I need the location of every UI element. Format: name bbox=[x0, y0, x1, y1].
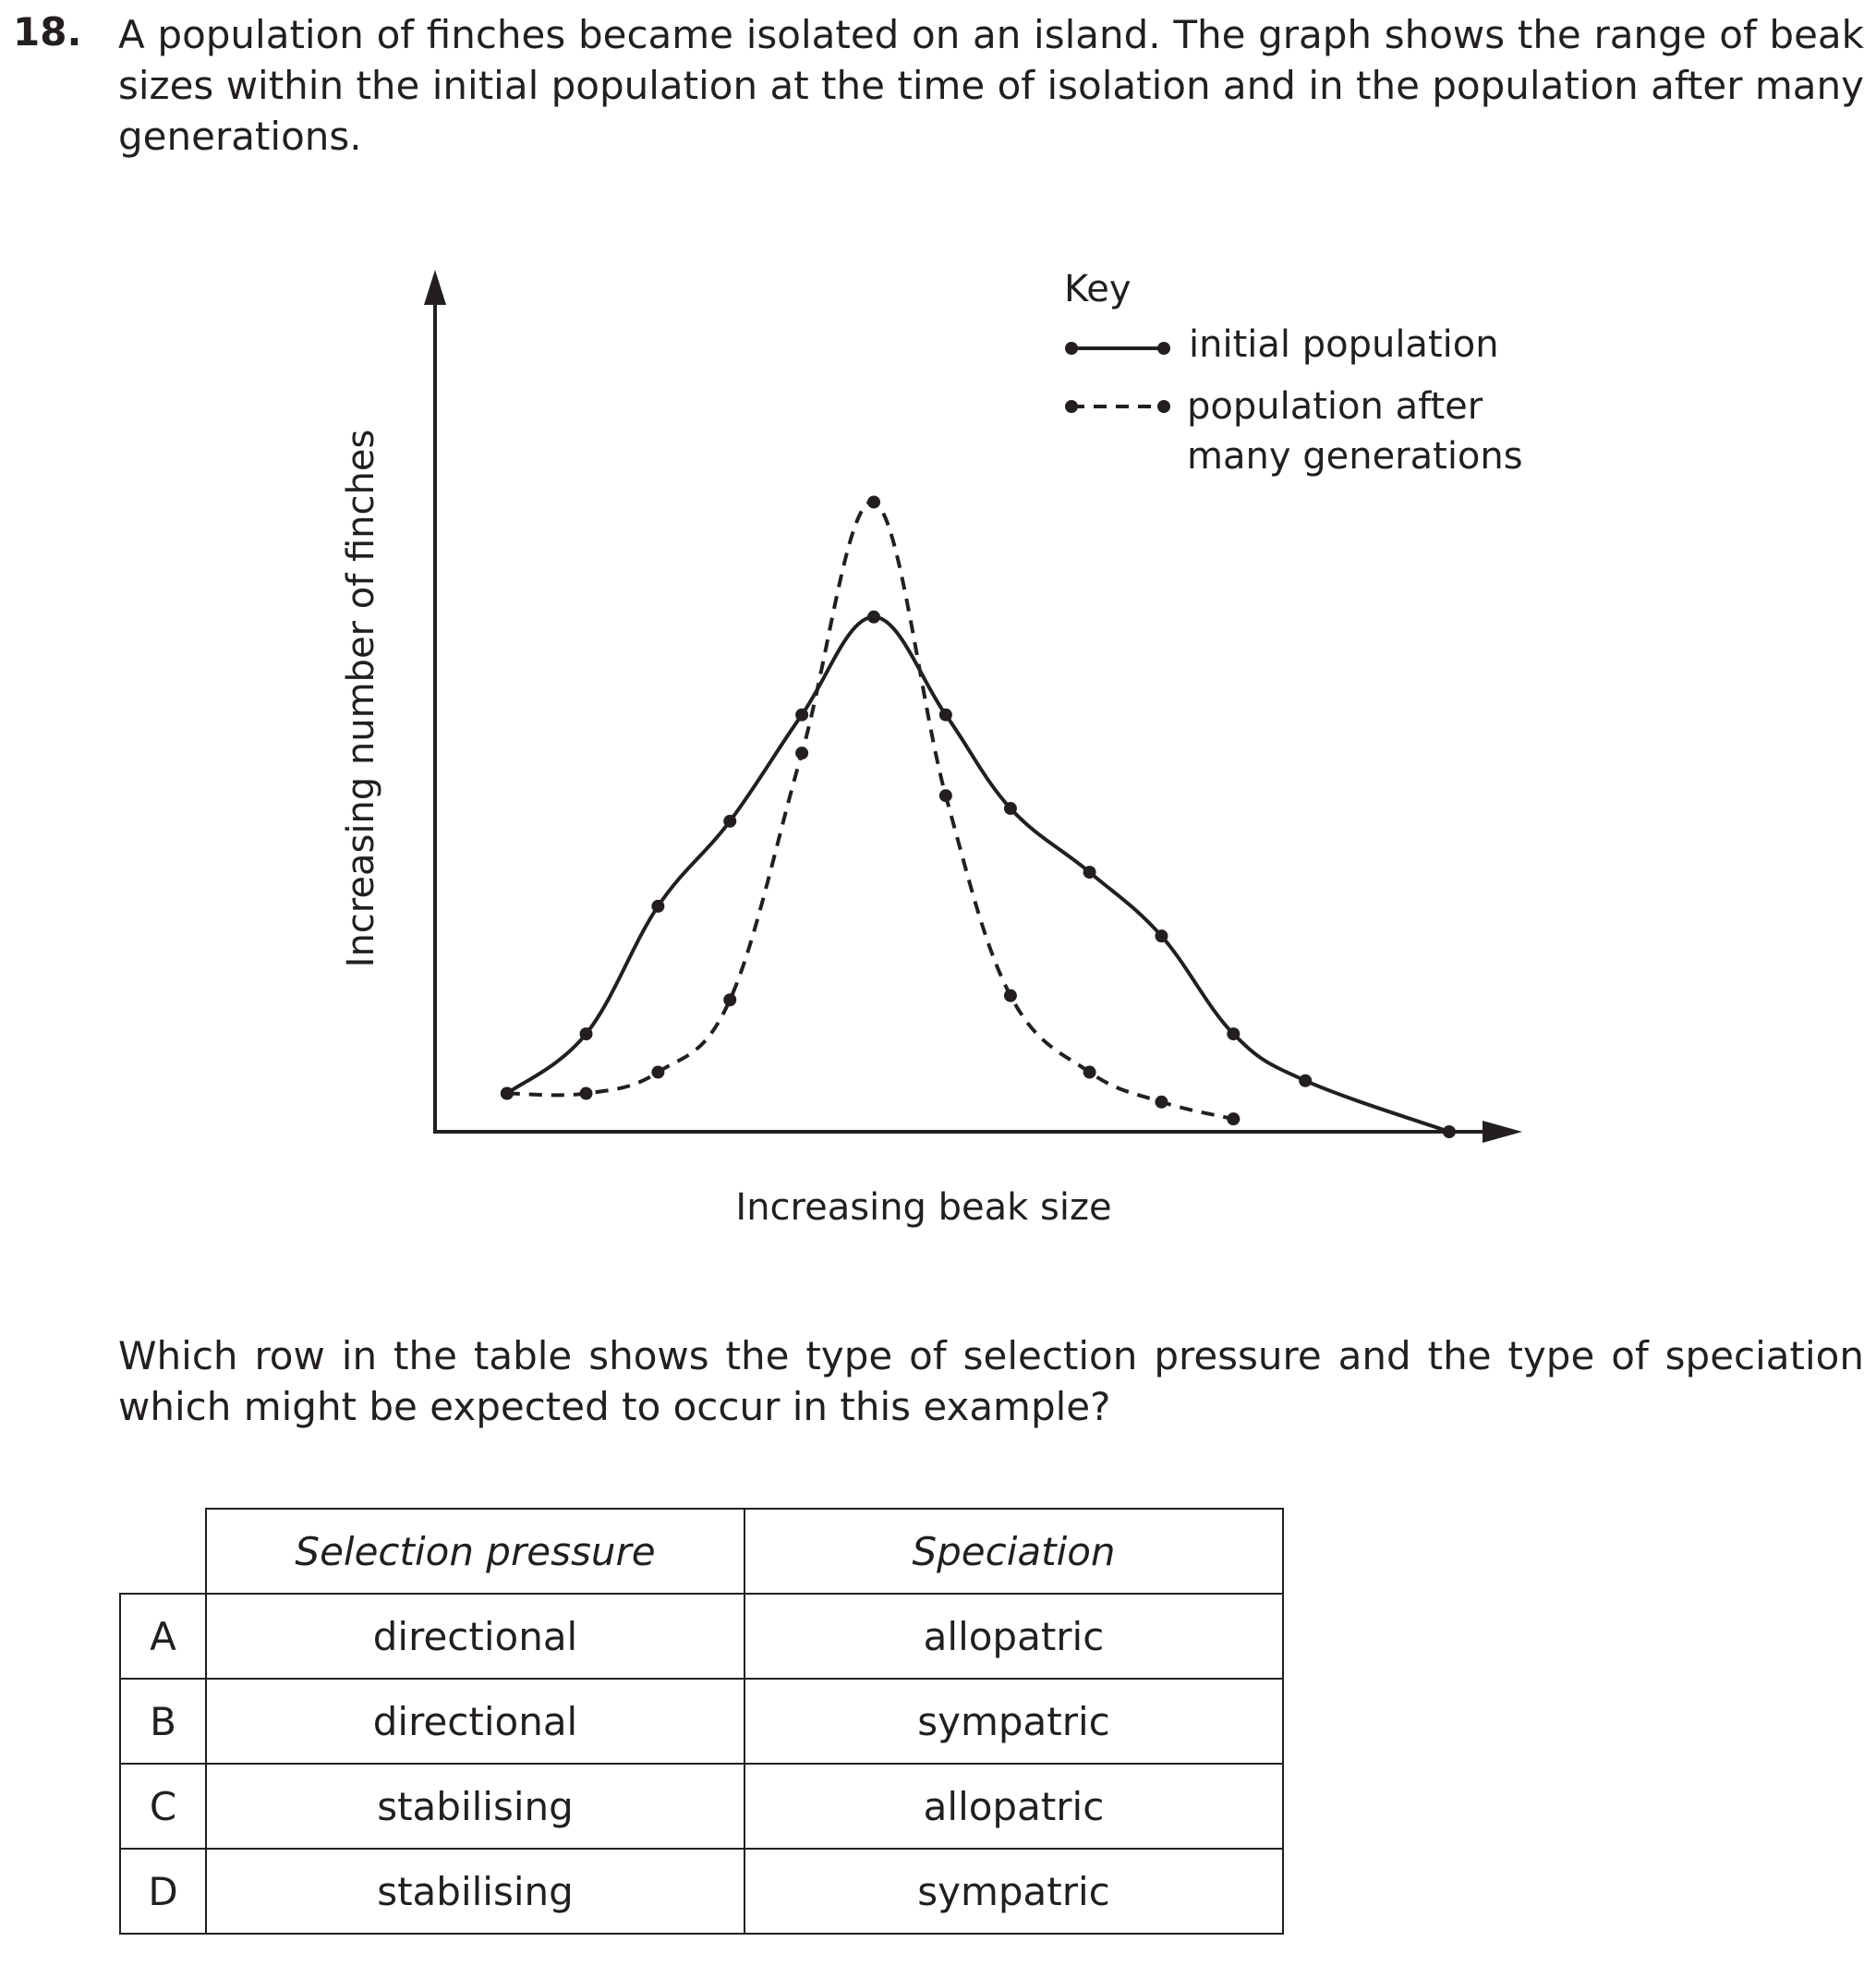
speciation-cell: sympatric bbox=[744, 1679, 1283, 1764]
data-point-initial-11 bbox=[1227, 1027, 1240, 1040]
speciation-cell: allopatric bbox=[744, 1594, 1283, 1679]
key-dashed-marker-left bbox=[1065, 400, 1078, 413]
key-label-initial: initial population bbox=[1189, 323, 1499, 366]
option-letter: B bbox=[120, 1679, 206, 1764]
data-point-initial-13 bbox=[1443, 1125, 1456, 1138]
x-axis-arrowhead bbox=[1483, 1121, 1522, 1143]
table-row[interactable] bbox=[120, 1594, 1283, 1679]
data-point-after-8 bbox=[1004, 989, 1017, 1002]
option-letter: D bbox=[120, 1849, 206, 1934]
data-point-initial-9 bbox=[1083, 866, 1096, 879]
series-line-after bbox=[507, 502, 1233, 1119]
data-point-initial-4 bbox=[723, 815, 736, 828]
data-point-initial-8 bbox=[1004, 802, 1017, 815]
table-row[interactable] bbox=[120, 1764, 1283, 1849]
selection-cell: stabilising bbox=[206, 1849, 744, 1934]
data-point-after-10 bbox=[1155, 1096, 1168, 1109]
key-solid-marker-right bbox=[1157, 342, 1170, 355]
data-point-after-2 bbox=[580, 1087, 593, 1100]
series-layer bbox=[501, 495, 1456, 1138]
header-speciation: Speciation bbox=[744, 1509, 1283, 1594]
data-point-after-5 bbox=[795, 746, 808, 759]
question-number: 18. bbox=[13, 9, 82, 55]
question-intro: A population of finches became isolated on an island. The graph shows the range of beak sizes within the initial population at the time of isolation and in the population after many generations. bbox=[118, 12, 1864, 159]
data-point-after-6 bbox=[867, 495, 880, 508]
data-point-after-4 bbox=[723, 993, 736, 1006]
option-letter: C bbox=[120, 1764, 206, 1849]
x-axis-label: Increasing beak size bbox=[735, 1186, 1112, 1229]
y-axis-arrowhead bbox=[424, 270, 446, 305]
selection-cell: stabilising bbox=[206, 1764, 744, 1849]
data-point-after-3 bbox=[651, 1066, 664, 1079]
y-axis-label: Increasing number of finches bbox=[340, 429, 382, 968]
key-label-after-line1: population after bbox=[1187, 385, 1483, 428]
header-selection-pressure: Selection pressure bbox=[206, 1509, 744, 1594]
data-point-initial-2 bbox=[580, 1027, 593, 1040]
table-header-row bbox=[120, 1509, 1283, 1594]
data-point-after-1 bbox=[501, 1087, 514, 1100]
speciation-cell: allopatric bbox=[744, 1764, 1283, 1849]
data-point-after-11 bbox=[1227, 1112, 1240, 1125]
data-point-initial-5 bbox=[795, 709, 808, 722]
data-point-initial-3 bbox=[651, 900, 664, 913]
table-row[interactable] bbox=[120, 1679, 1283, 1764]
table-row[interactable] bbox=[120, 1849, 1283, 1934]
data-point-initial-7 bbox=[939, 709, 952, 722]
key-label-after bbox=[1187, 385, 1523, 478]
key-title: Key bbox=[1064, 268, 1132, 310]
data-point-initial-10 bbox=[1155, 929, 1168, 942]
data-point-after-9 bbox=[1083, 1066, 1096, 1079]
key-dashed-marker-right bbox=[1157, 400, 1170, 413]
speciation-cell: sympatric bbox=[744, 1849, 1283, 1934]
series-line-initial bbox=[507, 617, 1449, 1132]
data-point-initial-12 bbox=[1299, 1074, 1312, 1087]
answer-table bbox=[119, 1508, 1284, 1935]
selection-cell: directional bbox=[206, 1679, 744, 1764]
data-point-initial-6 bbox=[867, 611, 880, 624]
option-letter: A bbox=[120, 1594, 206, 1679]
question-prompt: Which row in the table shows the type of selection pressure and the type of speciation which might be expected to occur in this example? bbox=[118, 1333, 1864, 1429]
key-solid-marker-left bbox=[1065, 342, 1078, 355]
key-label-after-line2: many generations bbox=[1187, 435, 1523, 478]
selection-cell: directional bbox=[206, 1594, 744, 1679]
header-blank bbox=[120, 1509, 206, 1594]
data-point-after-7 bbox=[939, 789, 952, 802]
